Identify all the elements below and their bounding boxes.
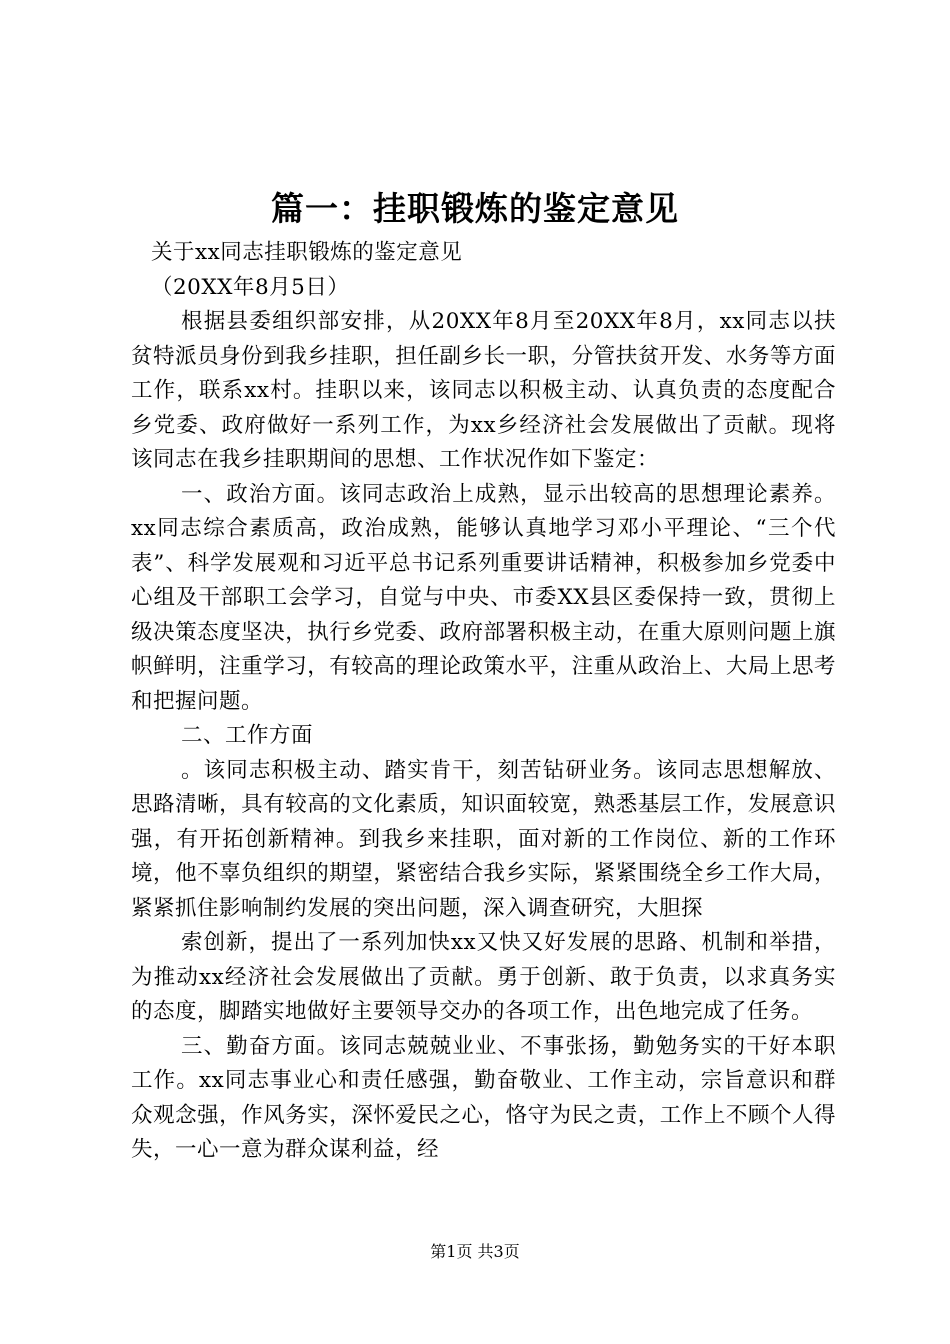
paragraph-work-2: 索创新，提出了一系列加快xx又快又好发展的思路、机制和举措，为推动xx经济社会发展做出了贡献。勇于创新、敢于负责，以求真务实的态度，脚踏实地做好主要领导交办的各项工作，出色地完成了任务。 <box>131 930 836 1024</box>
date-line: （20XX年8月5日） <box>151 274 350 300</box>
heading-work: 二、工作方面 <box>181 723 314 748</box>
paragraph-intro: 根据县委组织部安排，从20XX年8月至20XX年8月，xx同志以扶贫特派员身份到我乡挂职，担任副乡长一职，分管扶贫开发、水务等方面工作，联系xx村。挂职以来，该同志以积极主动、认真负责的态度配合乡党委、政府做好一系列工作，为xx乡经济社会发展做出了贡献。现将该同志在我乡挂职期间的思想、工作状况作如下鉴定： <box>131 309 836 472</box>
paragraph-work-1: 。该同志积极主动、踏实肯干，刻苦钻研业务。该同志思想解放、思路清晰，具有较高的文化素质，知识面较宽，熟悉基层工作，发展意识强，有开拓创新精神。到我乡来挂职，面对新的工作岗位、新的工作环境，他不辜负组织的期望，紧密结合我乡实际，紧紧围绕全乡工作大局，紧紧抓住影响制约发展的突出问题，深入调查研究，大胆探 <box>131 757 836 921</box>
paragraph-political: 一、政治方面。该同志政治上成熟，显示出较高的思想理论素养。xx同志综合素质高，政治成熟，能够认真地学习邓小平理论、“三个代表”、科学发展观和习近平总书记系列重要讲话精神，积极参加乡党委中心组及干部职工会学习，自觉与中央、市委XX县区委保持一致，贯彻上级决策态度坚决，执行乡党委、政府部署积极主动，在重大原则问题上旗帜鲜明，注重学习，有较高的理论政策水平，注重从政治上、大局上思考和把握问题。 <box>131 481 836 714</box>
document-title: 篇一：挂职锻炼的鉴定意见 <box>271 189 679 228</box>
page-number-footer: 第1页 共3页 <box>430 1242 520 1261</box>
document-body <box>131 236 836 1168</box>
subtitle-line: 关于xx同志挂职锻炼的鉴定意见 <box>151 240 463 265</box>
paragraph-diligence: 三、勤奋方面。该同志兢兢业业、不事张扬，勤勉务实的干好本职工作。xx同志事业心和责任感强，勤奋敬业、工作主动，宗旨意识和群众观念强，作风务实，深怀爱民之心，恪守为民之责，工作上不顾个人得失，一心一意为群众谋利益，经 <box>131 1033 836 1162</box>
